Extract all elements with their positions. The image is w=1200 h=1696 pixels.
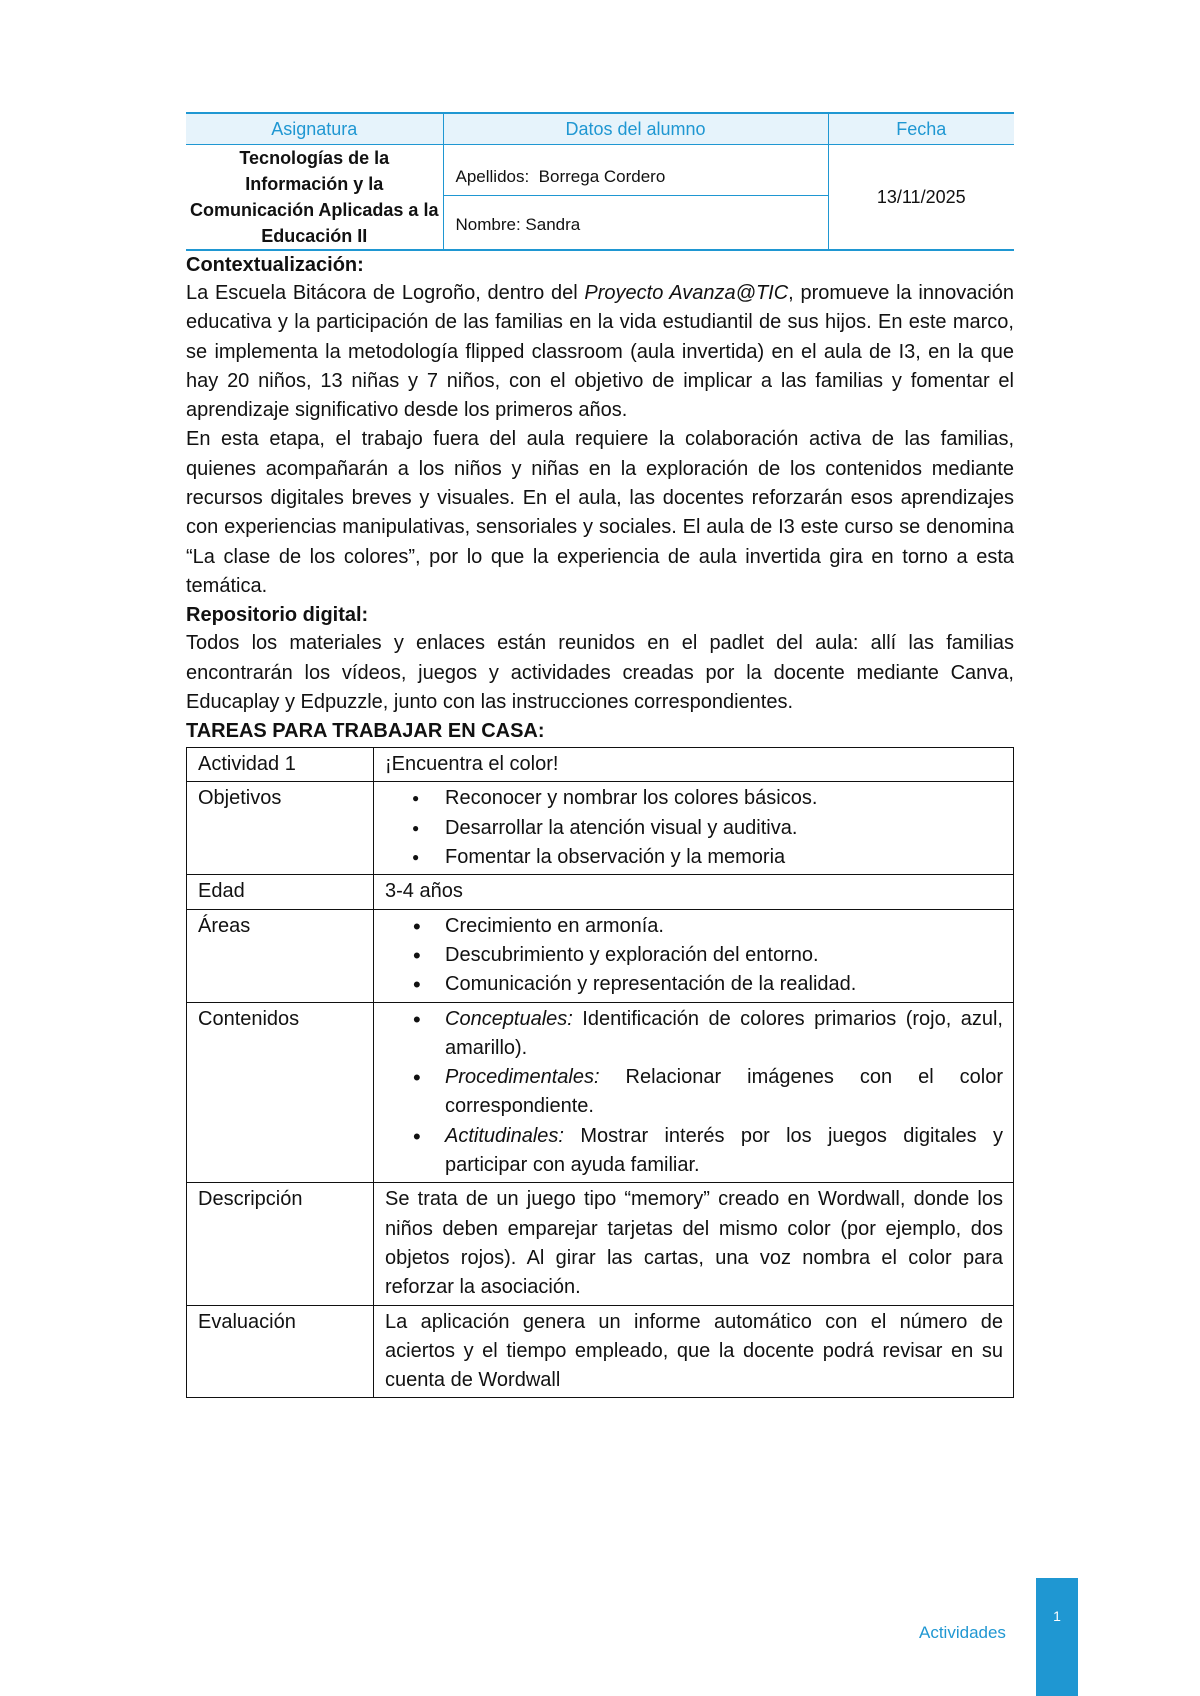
age-value: 3-4 años xyxy=(374,875,1014,909)
evaluation-value: La aplicación genera un informe automático con el número de aciertos y el tiempo empleado, que la docente podrá revisar en su cuenta de Wordwall xyxy=(374,1305,1014,1398)
list-item xyxy=(445,1063,1003,1122)
objectives-list xyxy=(385,784,1003,872)
description-value: Se trata de un juego tipo “memory” creado en Wordwall, donde los niños deben emparejar tarjetas del mismo color (por ejemplo, dos objetos rojos). Al girar las cartas, una voz nombra el color para reforzar la asociación. xyxy=(374,1183,1014,1305)
evaluation-label: Evaluación xyxy=(187,1305,374,1398)
content-text: Relacionar imágenes con el color correspondiente. xyxy=(445,1066,1003,1118)
areas-list xyxy=(385,912,1003,1000)
list-item: ● Desarrollar la atención visual y auditiva. xyxy=(445,814,1003,843)
context-heading: Contextualización: xyxy=(186,254,364,276)
table-row xyxy=(187,782,1014,875)
content-type: Conceptuales: xyxy=(445,1007,573,1030)
content-text: Identificación de colores primarios (rojo, azul, amarillo). xyxy=(445,1007,1003,1059)
date-value: 13/11/2025 xyxy=(828,145,1014,251)
list-item xyxy=(445,1005,1003,1064)
contents-list-cell xyxy=(374,1002,1014,1183)
surname-row xyxy=(444,158,828,196)
repository-paragraph: Todos los materiales y enlaces están reunidos en el padlet del aula: allí las familias encontrarán los vídeos, juegos y actividades creadas por la docente mediante Canva, Educaplay y Edpuzzle, junto con las instrucciones correspondientes. xyxy=(186,632,1014,713)
table-row xyxy=(187,1305,1014,1398)
age-label: Edad xyxy=(187,875,374,909)
name-label: Nombre: xyxy=(455,215,521,234)
description-label: Descripción xyxy=(187,1183,374,1305)
tasks-heading: TAREAS PARA TRABAJAR EN CASA: xyxy=(186,720,545,743)
table-row xyxy=(187,1183,1014,1305)
project-name: Proyecto Avanza@TIC xyxy=(584,282,789,304)
content-text: Mostrar interés por los juegos digitales y participar con ayuda familiar. xyxy=(445,1124,1003,1177)
surname-label: Apellidos: xyxy=(455,167,530,186)
list-item: ● Fomentar la observación y la memoria xyxy=(445,843,1003,872)
tasks-table xyxy=(186,747,1014,1398)
header-col-date: Fecha xyxy=(828,113,1014,145)
contents-label: Contenidos xyxy=(187,1002,374,1183)
student-data xyxy=(443,145,828,251)
activity-value: ¡Encuentra el color! xyxy=(374,748,1014,782)
repository-heading: Repositorio digital: xyxy=(186,604,369,627)
list-item: • Descubrimiento y exploración del entorno. xyxy=(445,941,1003,970)
name-value: Sandra xyxy=(525,215,581,234)
context-paragraph-1 xyxy=(186,279,1014,425)
list-item: ● Reconocer y nombrar los colores básicos. xyxy=(445,784,1003,813)
context-p1-start: La Escuela Bitácora de Logroño, dentro del xyxy=(186,282,585,304)
content-type: Actitudinales: xyxy=(445,1124,564,1147)
list-item: • Comunicación y representación de la realidad. xyxy=(445,970,1003,999)
name-row xyxy=(444,196,828,236)
activity-label: Actividad 1 xyxy=(187,748,374,782)
areas-list-cell xyxy=(374,909,1014,1002)
surname-value: Borrega Cordero xyxy=(538,167,666,186)
list-item xyxy=(445,1122,1003,1181)
table-row xyxy=(187,1002,1014,1183)
header-col-subject: Asignatura xyxy=(186,113,443,145)
content-type: Procedimentales: xyxy=(445,1066,600,1089)
header-table xyxy=(186,112,1014,251)
subject-name: Tecnologías de la Información y la Comunicación Aplicadas a la Educación II xyxy=(186,145,443,251)
table-row xyxy=(187,748,1014,782)
objectives-list-cell xyxy=(374,782,1014,875)
list-item: • Crecimiento en armonía. xyxy=(445,912,1003,941)
document-page xyxy=(186,112,1014,1398)
contents-list xyxy=(385,1005,1003,1181)
table-row xyxy=(187,909,1014,1002)
footer-label: Actividades xyxy=(919,1623,1006,1642)
page-number: 1 xyxy=(1053,1608,1061,1624)
areas-label: Áreas xyxy=(187,909,374,1002)
objectives-label: Objetivos xyxy=(187,782,374,875)
table-row xyxy=(187,875,1014,909)
context-p1-end: , promueve la innovación educativa y la participación de las familias en la vida estudiantil de sus hijos. En este marco, se implementa la metodología flipped classroom (aula invertida) en el aula de I3, en la que hay 20 niños, 13 niñas y 7 niños, con el objetivo de implicar a las familias y fomentar el aprendizaje significativo desde los primeros años. xyxy=(186,282,1015,422)
context-paragraph-2: En esta etapa, el trabajo fuera del aula requiere la colaboración activa de las familias, quienes acompañarán a los niños y niñas en la exploración de los contenidos mediante recursos digitales breves y visuales. En el aula, las docentes reforzarán esos aprendizajes con experiencias manipulativas, sensoriales y sociales. El aula de I3 este curso se denomina “La clase de los colores”, por lo que la experiencia de aula invertida gira en torno a esta temática. xyxy=(186,428,1014,597)
header-col-student: Datos del alumno xyxy=(443,113,828,145)
page-number-tab xyxy=(1036,1578,1078,1696)
